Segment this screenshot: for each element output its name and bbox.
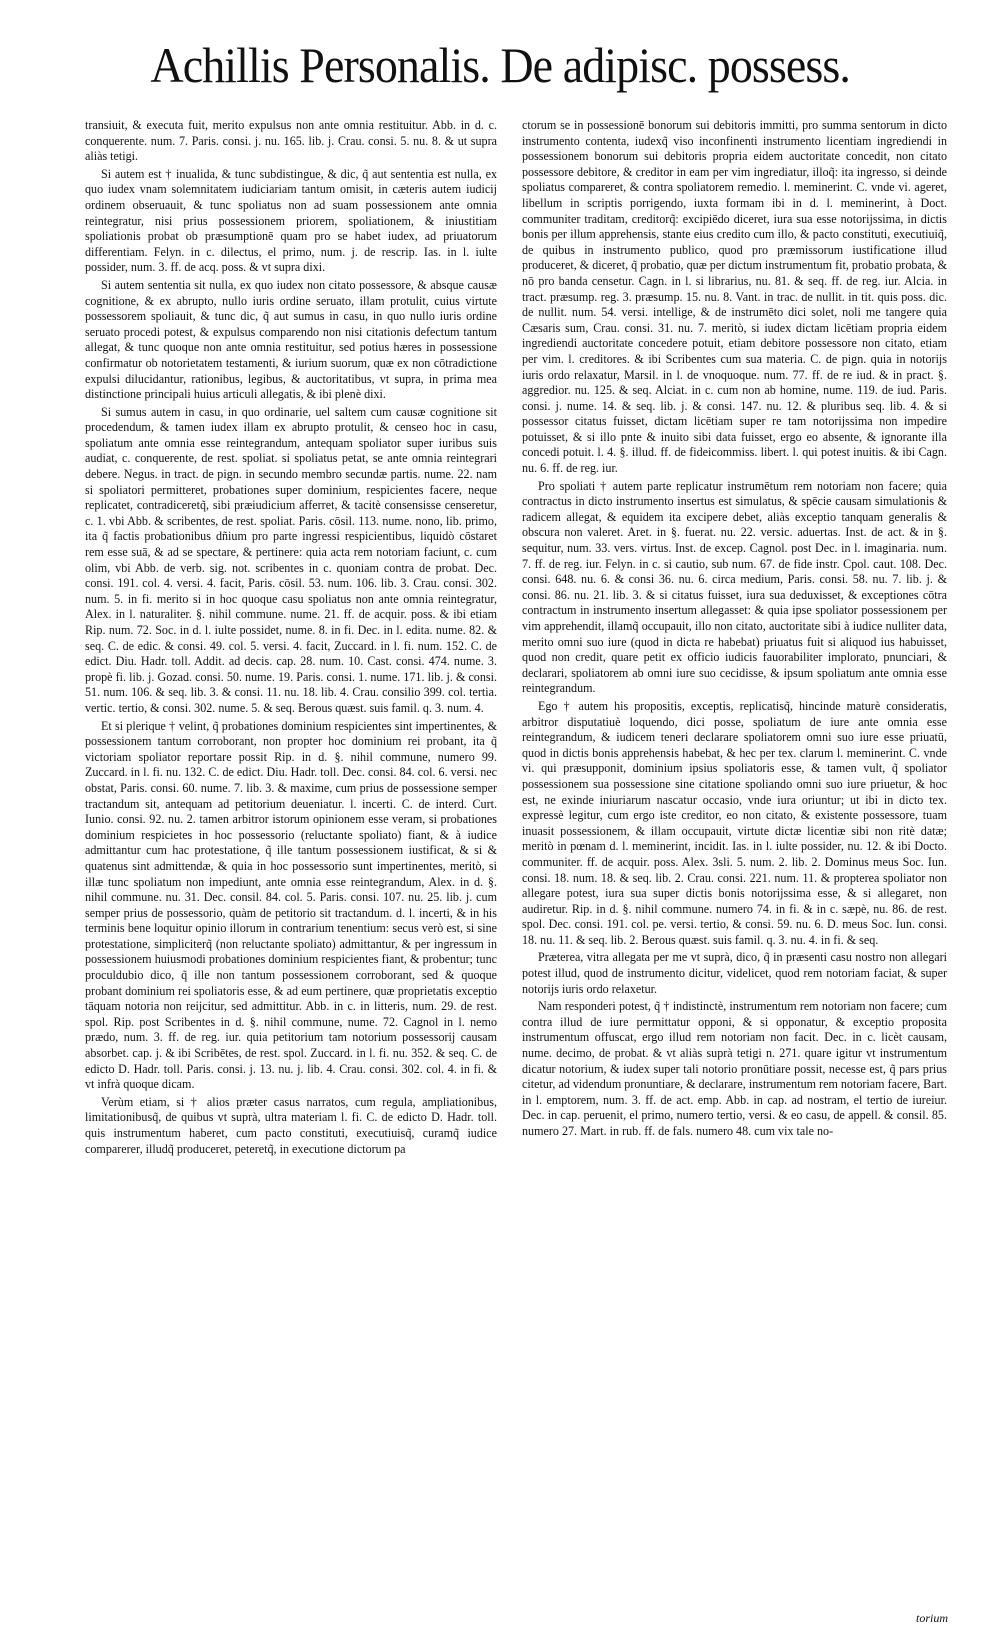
catchword: torium xyxy=(915,1611,948,1625)
paragraph xyxy=(85,1095,497,1157)
paragraph-text: Verùm etiam, si † alios præter casus narratos, cum regula, ampliationibus, limitationibusq̃, de quibus vt suprà, ultra materiam l. fi. C. de edicto D. Hadr. toll. quis instrumentum haberet, cum pacto constituti, executiuisq̃, curamq̃ iudice comparerer, illudq̃ produceret, peteretq̃, in executione dictorum pa xyxy=(85,1094,497,1156)
paragraph-text: Si autem est † inualida, & tunc subdistingue, & dic, q̃ aut sententia est nulla, ex quo iudex vnam solemnitatem iudiciariam tantum omisit, in cæteris autem iudicij ordinem obseruauit, & tunc spoliatus non ad suam possessionem ante omnia reintegratur, nisi prius possessionem priorem, spoliationem, & iniustitiam spoliationis probat ob præsumptionē quam pro se habet iudex, ad priuatorum differentiam. Felyn. in c. dilectus, el primo, num. j. de rescrip. Ias. in l. iulte possider, num. 3. ff. de acq. poss. & vt supra dixi. xyxy=(85,166,497,275)
page-title: Achillis Personalis. De adipisc. possess. xyxy=(150,37,850,93)
paragraph-text: Præterea, vitra allegata per me vt suprà, dico, q̃ in præsenti casu nostro non allegari potest illud, quod de instrumento dicitur, videlicet, quod rem notoriam faciat, & super notorijs iuris ordo relaxetur. xyxy=(522,950,947,996)
paragraph xyxy=(85,118,497,165)
right-column xyxy=(522,118,947,1618)
paragraph xyxy=(522,479,947,697)
paragraph xyxy=(522,118,947,477)
paragraph-text: Et si plerique † velint, q̃ probationes dominium respicientes sint impertinentes, & possessionem tantum corroborant, non propter hoc dominium rei probant, ita q̃ victoriam spoliator reportare possit Rip. in d. §. nihil commune, numero 99. Zuccard. in l. fi. nu. 132. C. de edict. Diu. Hadr. toll. Dec. consi. 84. col. 6. versi. nec obstat, Paris. consi. 60. nume. 7. lib. 3. & maxime, cum prius de possessione semper tractandum sit, antequam ad petitorium deueniatur. l. incerti. C. de interd. Curt. Iunio. consi. 92. nu. 2. tamen arbitror istorum opinionem esse veram, si probationes dominium respicietes in hoc possessorio (reluctante spoliato) fiant, & à iudice admittantur cum hac protestatione, q̃ ille tantum possessionem iustificat, & si & quatenus sint admittendæ, & quia in hoc possessorio sunt impertinentes, meritò, si illæ tunc spoliatum non impediunt, ante omnia esse reintegrandum, Alex. in d. §. nihil commune. nu. 31. Dec. consil. 84. col. 5. Paris. consi. 107. nu. 25. lib. j. cum semper prius de possessorio, quàm de petitorio sit tractandum. d. l. incerti, & in his terminis bene loquitur opinio illorum in contrarium tenentium: secus verò est, si sine protestatione, simpliciterq̃ (non reluctante spoliato) admittantur, & per ingressum in possessionem huiusmodi probationes dominium respicientes fiant, & probentur; tunc proculdubio dico, q̃ ille non tantum possessionem corroborant, sed & quoque probant dominium rei spoliatoris esse, & ad eum pertinere, quæ proprietatis exceptio tāquam notoria non reijcitur, sed admittitur. Abb. in c. in litteris, num. 29. de rest. spol. Rip. post Scribentes in d. §. nihil commune, nume. 72. Cagnol in l. nemo prædo, num. 3. ff. de reg. iur. quia petitorium tam notorium possessorij causam absorbet. cap. j. & ibi Scribētes, de rest. spol. Zuccard. in l. fi. nu. 352. & seq. C. de edicto D. Hadr. toll. Paris. consi. j. 13. nu. j. lib. 4. Crau. consi. 302. col. 4. in fi. & vt infrà quoque dicam. xyxy=(85,718,497,1092)
paragraph xyxy=(85,278,497,403)
left-column xyxy=(85,118,497,1618)
paragraph xyxy=(85,405,497,717)
paragraph xyxy=(85,719,497,1093)
paragraph xyxy=(85,167,497,276)
paragraph xyxy=(522,999,947,1139)
page-header xyxy=(0,20,1000,110)
paragraph xyxy=(522,699,947,949)
paragraph-text: transiuit, & executa fuit, merito expulsus non ante omnia restituitur. Abb. in d. c. conquerente. num. 7. Paris. consi. j. nu. 165. lib. j. Crau. consi. 5. nu. 8. & ut supra aliàs tetigi. xyxy=(85,118,497,164)
paragraph-text: Si sumus autem in casu, in quo ordinarie, uel saltem cum causæ cognitione sit procedendum, & tamen iudex illam ex abrupto protulit, & censeo hoc in casu, spoliatum ante omnia esse reintegrandum, antequam spoliator super iuribus suis audiat, c. conquerente, de rest. spoliat. si spoliatus petat, se ante omnia reintegrari debere. Negus. in tract. de pign. in secundo membro secundæ partis. nume. 22. nam si spoliatori permitteret, probationes super dominium, respicientes facere, neque replicatet, contradiceretq̃, sibi præiudicium afferret, & tacitè consensisse censeretur, c. 1. vbi Abb. & scribentes, de rest. spoliat. Paris. cōsil. 113. nume. nono, lib. primo, ita q̃ factis probationibus dñium pro parte ingressi respicientibus, liquidò cōstaret rem esse suā, & ad se spectare, & pertinere: quia acta rem notoriam faciunt, c. cum olim, vbi Abb. de verb. sig. not. scribentes in c. quoniam contra de probat. Dec. consi. 191. col. 4. versi. 4. facit, Paris. cōsil. 53. num. 106. lib. 3. Crau. consi. 302. num. 5. in fi. merito si in hoc quoque casu spoliatus non ante omnia reintegratur, Alex. in l. naturaliter. §. nihil commune. nume. 21. ff. de acquir. poss. & ibi etiam Rip. num. 72. Soc. in d. l. iulte possidet, nume. 8. in fi. Dec. in l. edita. nume. 82. & seq. C. de edic. & consi. 49. col. 5. versi. 4. facit, Zuccard. in l. fi. num. 152. C. de edict. Diu. Hadr. toll. Addit. ad decis. cap. 28. num. 10. Cast. consi. 474. nume. 3. propè fi. lib. j. Gozad. consi. 50. nume. 19. Paris. consi. 1. nume. 171. lib. j. & consi. 51. num. 106. & seq. lib. 3. & consi. 11. nu. 18. lib. 4. Crau. consilio 399. col. tertia. vertic. tertio, & consi. 302. nume. 5. & seq. Berous quæst. suis famil. q. 3. num. 4. xyxy=(85,404,497,715)
paragraph-text: Pro spoliati † autem parte replicatur instrumētum rem notoriam non facere; quia contractus in dicto instrumento insertus est simulatus, & spēcie causam simulationis & radicem allegat, & equidem ita excipere debet, aliàs exceptio tanquam generalis & obscura non valeret. Aret. in §. fuerat. nu. 22. versic. aduertas. Inst. de act. & in §. sequitur, num. 33. vers. virtus. Inst. de excep. Cagnol. post Dec. in l. imaginaria. num. 7. ff. de reg. iur. Felyn. in c. si cautio, sub num. 67. de fide instr. Cpol. caut. 108. Dec. consi. 648. nu. 6. & consi 36. nu. 6. circa medium, Paris. consi. 58. nu. 7. lib. j. & consi. 86. nu. 21. lib. 3. & si citatus fuisset, iura sua deduxisset, & exceptiones cōtra contractum in instrumento insertum allegasset: & quia ipse spoliator possessionem per vim apprehendit, illamq̃ occupauit, illo non citato, auctoritate sibi à iudice nulliter data, merito omni suo iure (quod in dicta re habebat) priuatus fuit si aliquod ius habuisset, quod non credit, quare petit ex officio iudicis fauorabiliter implorato, pnunciari, & declarari, spoliatorem ab omni iure suo cecidisse, & ipsum spoliatum ante omnia esse reintegrandum. xyxy=(522,478,947,696)
paragraph-text: ctorum se in possessionē bonorum sui debitoris immitti, pro summa sentorum in dicto instrumento contenta, iudexq̃ viso inconfinenti instrumento licentiam ingrediendi in possessionem bonorum sui debitoris propria eidem auctoritate concedit, non citato possessore debitore, & creditor in eam per vim ingrediatur, illoq̃: ita ingresso, si deinde spoliatus compareret, & contra spoliatorem remedio. l. meminerint. C. vnde vi. ageret, libellum in scriptis porrigendo, iuxta formam ibi in d. l. meminerint, à Doct. communiter traditam, creditorq̃: excipiēdo diceret, iura sua esse notorijssima, in dictis bonis per illum apprehensis, stante eius credito cum illo, & pacto constituti, executiuiq̃, de quibus in instrumento publico, quod pro præmissorum iustificatione illud produceret, & diceret, q̃ probatio, quæ per dictum instrumentum fit, probatio probata, & nō pro banda censetur. Cagn. in l. si librarius, nu. 81. & seq. ff. de reg. iur. Alcia. in tract. præsump. reg. 3. præsump. 15. nu. 8. Vant. in trac. de nullit. in tit. quis poss. dic. de nullit. num. 54. versi. intellige, & de instrumēto dici solet, noli me tangere quia Cæsaris sum, Crau. consi. 31. nu. 7. meritò, si iudex dictam licētiam propria eidem ingrediendi auctoritate concedere potuit, etiam debitore possessore non citato, etiam per vim. l. creditores. & ibi Scribentes cum sua materia. C. de pign. quia in notorijs iuris ordo relaxatur, Marsil. in l. de vnoquoque. num. 77. ff. de re iud. & in pract. §. aggredior. nu. 125. & seq. Alciat. in c. cum non ab homine, nume. 119. de iud. Paris. consi. j. nume. 14. & seq. lib. j. & consi. 147. nu. 12. & pluribus seq. lib. 4. & si possessor citatus fuisset, dictam licētiam super re tam notorijssima non impedire potuisset, & si illo pnte & inuito sibi data fuisset, ergo eo absente, & ignorante illa concedi potuit. l. 4. §. illud. ff. de fideicommiss. libert. l. qui potest inuitis. & ibi Cagn. nu. 6. ff. de reg. iur. xyxy=(522,118,947,476)
paragraph-text: Si autem sententia sit nulla, ex quo iudex non citato possessore, & absque causæ cognitione, & ex abrupto, nullo iuris ordine seruato, illam protulit, cuius virtute possessorem spoliauit, & tunc dic, q̃ aut sumus in casu, in quo nullo iuris ordine seruato procedi potest, & expulsus comparendo non nisi citationis defectum tantum allegat, & tunc quoque non ante omnia restituitur, sed potius hæres in possessione confirmatur ob notorietatem testamenti, & iurium suorum, quæ ex non cōtradictione expulsi dilucidantur, rationibus, legibus, & auctoritatibus, vt supra, in prima mea distinctione principali huius articuli allegatis, & ibi plenè dixi. xyxy=(85,277,497,402)
paragraph-text: Nam responderi potest, q̃ † indistinctè, instrumentum rem notoriam non facere; cum contra illud de iure permittatur opponi, & si opponatur, & exceptio proposita instrumentum offuscat, ergo illud rem notoriam non facit. Dec. in c. licèt causam, nume. decimo, de probat. & vt aliàs suprà tetigi n. 271. quare igitur vt instrumentum dicatur notorium, & iudex super tali notorio pronūtiare possit, necesse est, q̃ pars prius citetur, ad videndum pronuntiare, & declarare, instrumentum rem notoriam facere, Bart. in l. emptorem, num. 3. ff. de act. emp. Abb. in cap. ad nostram, el tertio de iureiur. Dec. in cap. peruenit, el primo, numero tertio, versi. & eo casu, de appell. & consil. 85. numero 27. Mart. in rub. ff. de fals. numero 48. cum vix tale no- xyxy=(522,999,947,1138)
paragraph-text: Ego † autem his propositis, exceptis, replicatisq̃, hincinde maturè consideratis, arbitror disputatiuè loquendo, dici posse, spoliatum de iure ante omnia esse reintegrandum, & iudicem teneri declarare spoliatorem omni suo iure esse priuatū, quod in dictis bonis apprehensis habebat, & hec per tex. clarum l. meminerint. C. vnde vi. qui præsupponit, dominium ipsius spoliatoris esse, & tamen vult, q̃ spoliator possessionem sua possessione sine citatione spoliando omni suo iure priuetur, & hoc est, ne exinde iniuriarum nascatur occasio, vnde iura oriuntur; ut ibi in dicto tex. expressè legitur, cum ergo iste creditor, eo non citato, & existente possessore, tuam inuasit possessionem, & illam occupauit, virtute dictæ licentiæ sibi non ritè datæ; meritò in pœnam d. l. meminerint, incidit. Ias. in l. iulte possider, nu. 12. & ibi Docto. communiter. ff. de acquir. poss. Alex. 3sli. 5. num. 2. lib. 2. Dominus meus Soc. Iun. consi. 18. num. 18. & seq. lib. 2. Crau. consi. 221. num. 11. & propterea spoliator non allegare potest, iura sua super dictis bonis notorijssima esse, & si allegaret, non audiretur. Rip. in d. §. nihil commune. numero 74. in fi. & in c. sæpè, nu. 86. de rest. spol. Dec. consi. 191. col. pe. versi. tertio, & consi. 59. nu. 6. D. meus Soc. Iun. consi. 18. nu. 11. & seq. lib. 2. Berous quæst. suis famil. q. 3. nu. 4. in fi. & seq. xyxy=(522,698,947,947)
paragraph xyxy=(522,950,947,997)
